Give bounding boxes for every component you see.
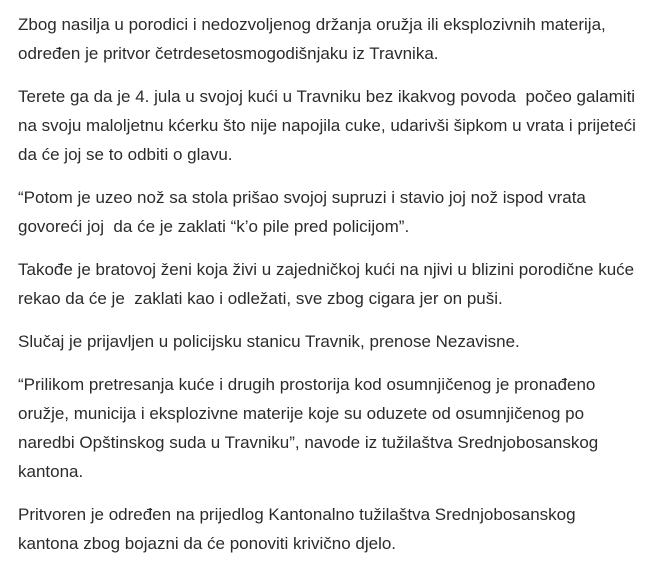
article-paragraph: “Prilikom pretresanja kuće i drugih prostorija kod osumnjičenog je pronađeno oružje, municija i eksplozivne materije koje su oduzete od osumnjičenog po naredbi Opštinskog suda u Travniku”, navode iz tužilaštva Srednjobosanskog kantona. xyxy=(18,375,603,481)
article-paragraph: Slučaj je prijavljen u policijsku stanicu Travnik, prenose Nezavisne. xyxy=(18,332,520,351)
article-paragraph: Zbog nasilja u porodici i nedozvoljenog držanja oružja ili eksplozivnih materija, određen je pritvor četrdesetosmogodišnjaku iz Travnika. xyxy=(18,15,611,63)
article-paragraph: Pritvoren je određen na prijedlog Kantonalno tužilaštva Srednjobosanskog kantona zbog bojazni da će ponoviti krivično djelo. xyxy=(18,505,581,553)
article-paragraph: Terete ga da je 4. jula u svojoj kući u Travniku bez ikakvog povoda počeo galamiti na svoju maloljetnu kćerku što nije napojila cuke, udarivši šipkom u vrata i prijeteći da će joj se to odbiti o glavu. xyxy=(18,87,641,164)
article-paragraph: Takođe je bratovoj ženi koja živi u zajedničkoj kući na njivi u blizini porodične kuće rekao da će je zaklati kao i odležati, sve zbog cigara jer on puši. xyxy=(18,260,639,308)
article-paragraph: “Potom je uzeo nož sa stola prišao svojoj supruzi i stavio joj nož ispod vrata govoreći joj da će je zaklati “k’o pile pred policijom”. xyxy=(18,188,591,236)
